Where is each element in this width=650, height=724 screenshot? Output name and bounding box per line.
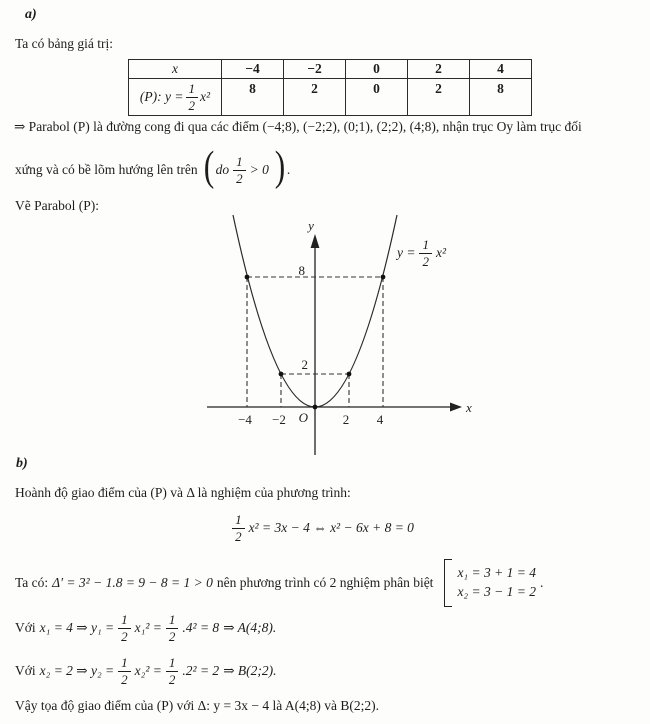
close-paren: )	[274, 144, 286, 191]
system-bracket-icon	[444, 559, 452, 607]
fraction-one-half: $\frac{1}{2}$	[232, 513, 245, 543]
y-mark-label: 2	[301, 357, 308, 372]
draw-caption: Vẽ Parabol (P):	[15, 198, 99, 213]
table-header-cell: −2	[284, 60, 346, 79]
sol1-m3: .4² = 8	[182, 619, 220, 635]
x-tick-label: 2	[342, 412, 350, 427]
table-value-cell: 2	[284, 79, 346, 116]
part-b-label: b)	[16, 456, 28, 471]
table-header-cell: 0	[346, 60, 408, 79]
fraction-one-half: $\frac{1}{2}$	[118, 613, 131, 643]
data-point	[279, 372, 284, 377]
sol1-result: ⇒ A(4;8).	[223, 619, 277, 635]
sol2-m2: x₂² =	[134, 662, 162, 678]
voi-word: Với	[15, 662, 36, 678]
table-value-cell: 2	[408, 79, 470, 116]
origin-label: O	[298, 410, 308, 425]
table-value-cell: 8	[222, 79, 284, 116]
data-point	[381, 275, 386, 280]
x-axis-arrow-icon	[450, 403, 462, 412]
table-header-x: x	[129, 60, 222, 79]
part-b-line1: Hoành độ giao điểm của (P) và Δ là nghiệm của phương trình:	[15, 485, 351, 500]
discriminant-pre: Ta có:	[15, 574, 49, 590]
sol1-m1: x₁ = 4 ⇒ y₁ =	[39, 619, 115, 635]
solution-system	[457, 566, 536, 600]
para-line2-text: xứng và có bề lõm hướng lên trên	[15, 161, 198, 177]
para-line2	[15, 145, 294, 195]
substitution-line-1	[15, 607, 280, 649]
fraction-one-half: $\frac{1}{2}$	[118, 656, 131, 686]
substitution-line-2	[15, 650, 280, 692]
y-axis-arrow-icon	[311, 234, 320, 248]
x-tick-label: −2	[272, 412, 286, 427]
part-a-intro: Ta có bảng giá trị:	[15, 36, 114, 51]
y-mark-label: 8	[298, 263, 305, 278]
fraction-one-half: $\frac{1}{2}$	[233, 155, 246, 185]
inequality: > 0	[249, 161, 269, 177]
voi-word: Với	[15, 619, 36, 635]
y-axis-label: y	[308, 218, 314, 233]
fraction-one-half: $\frac{1}{2}$	[166, 613, 179, 643]
period: .	[539, 574, 544, 590]
solution-x2: x₂ = 3 − 1 = 2	[457, 584, 536, 599]
do-word: do	[215, 161, 230, 177]
intersection-equation	[0, 513, 650, 543]
x-axis-label: x	[466, 400, 472, 415]
data-point	[245, 275, 250, 280]
table-value-row	[129, 79, 532, 116]
row-label-post: x²	[200, 88, 211, 104]
table-header-cell: 2	[408, 60, 470, 79]
sol2-result: ⇒ B(2;2).	[223, 662, 277, 678]
table-header-row	[129, 60, 532, 79]
table-value-cell: 8	[470, 79, 532, 116]
fraction-one-half: $\frac{1}{2}$	[166, 656, 179, 686]
para-line1: ⇒ Parabol (P) là đường cong đi qua các điểm (−4;8), (−2;2), (0;1), (2;2), (4;8), nhận trục Oy làm trục đối	[14, 119, 582, 134]
open-paren: (	[203, 144, 214, 191]
curve-equation-label	[397, 238, 450, 268]
curve-label-post: x²	[435, 244, 447, 260]
conclusion-line: Vậy tọa độ giao điểm của (P) với Δ: y = 3x − 4 là A(4;8) và B(2;2).	[15, 698, 379, 713]
table-header-cell: 4	[470, 60, 532, 79]
table-header-cell: −4	[222, 60, 284, 79]
value-table	[128, 59, 532, 116]
table-row-label	[129, 79, 222, 116]
discriminant-line	[15, 558, 547, 608]
data-point	[347, 372, 352, 377]
sol1-m2: x₁² =	[134, 619, 162, 635]
table-value-cell: 0	[346, 79, 408, 116]
discriminant-math: Δ′ = 3² − 1.8 = 9 − 8 = 1 > 0	[52, 574, 213, 590]
x-tick-label: 4	[376, 412, 384, 427]
curve-label-pre: y =	[397, 244, 416, 260]
part-a-label: a)	[25, 7, 37, 22]
sol2-m3: .2² = 2	[182, 662, 220, 678]
sol2-m1: x₂ = 2 ⇒ y₂ =	[39, 662, 115, 678]
fraction-one-half: $\frac{1}{2}$	[186, 82, 199, 112]
fraction-one-half: $\frac{1}{2}$	[419, 238, 432, 268]
row-label-pre: (P): y =	[139, 88, 184, 104]
parabola-graph	[0, 212, 650, 460]
discriminant-mid: nên phương trình có 2 nghiệm phân biệt	[216, 574, 434, 590]
equation-body: x² = 3x − 4 ⇔ x² − 6x + 8 = 0	[248, 519, 414, 535]
data-point-origin	[313, 405, 318, 410]
solution-x1: x₁ = 3 + 1 = 4	[457, 565, 536, 581]
period: .	[286, 161, 291, 177]
x-tick-label: −4	[238, 412, 252, 427]
